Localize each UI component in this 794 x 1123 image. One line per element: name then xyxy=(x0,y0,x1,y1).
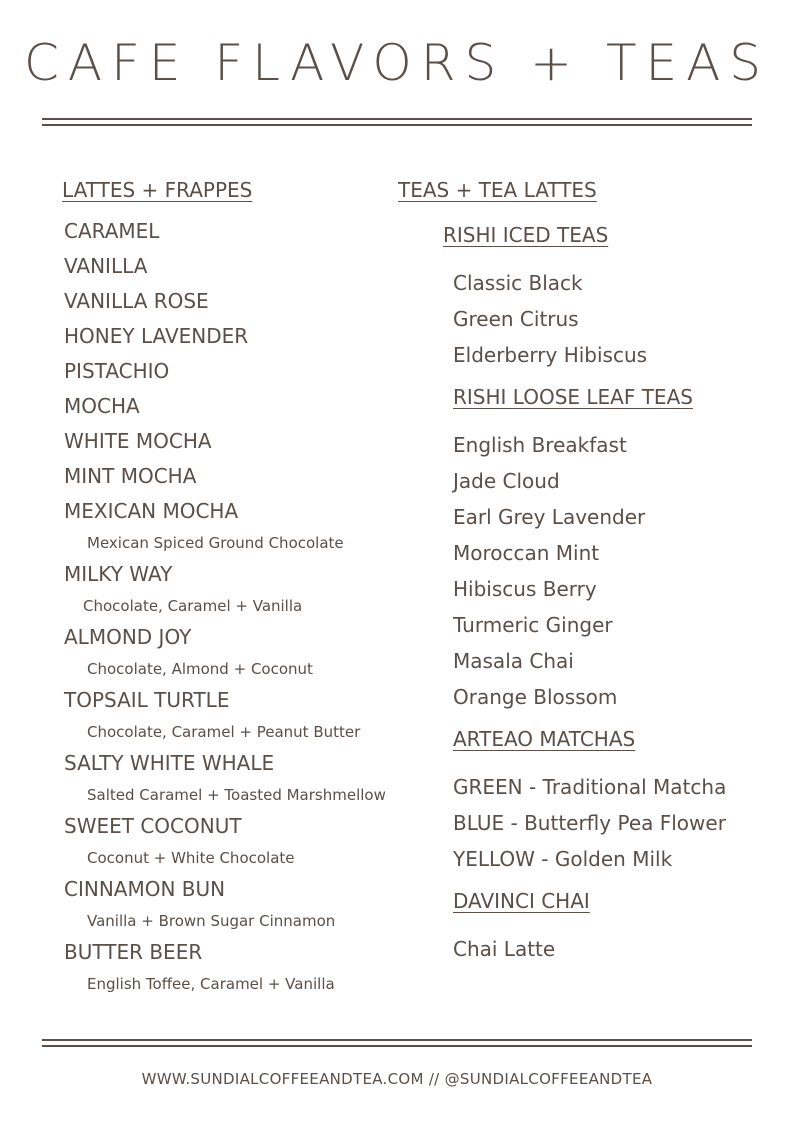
bottom-divider xyxy=(42,1039,752,1047)
teas-sections xyxy=(398,221,758,967)
tea-item: Chai Latte xyxy=(453,937,556,961)
tea-list xyxy=(453,769,758,877)
top-divider xyxy=(42,118,752,126)
tea-section xyxy=(453,725,758,877)
flavor-name: HONEY LAVENDER xyxy=(64,324,249,348)
flavor-description: Coconut + White Chocolate xyxy=(87,849,295,867)
flavor-description: Chocolate, Caramel + Vanilla xyxy=(83,597,303,615)
flavor-name: PISTACHIO xyxy=(64,359,170,383)
flavor-description: Mexican Spiced Ground Chocolate xyxy=(87,534,344,552)
flavor-name: MINT MOCHA xyxy=(64,464,197,488)
tea-section xyxy=(443,221,758,373)
tea-item: Earl Grey Lavender xyxy=(453,505,646,529)
flavor-name: MILKY WAY xyxy=(64,562,173,586)
flavor-description: Vanilla + Brown Sugar Cinnamon xyxy=(87,912,336,930)
tea-item: Turmeric Ginger xyxy=(453,613,613,637)
flavor-name: SWEET COCONUT xyxy=(64,814,242,838)
tea-item: YELLOW - Golden Milk xyxy=(453,847,673,871)
flavor-description: English Toffee, Caramel + Vanilla xyxy=(87,975,335,993)
tea-list xyxy=(453,427,758,715)
flavor-name: CARAMEL xyxy=(64,219,160,243)
flavor-name: WHITE MOCHA xyxy=(64,429,212,453)
lattes-column xyxy=(62,176,392,998)
lattes-heading: LATTES + FRAPPES xyxy=(62,178,253,202)
tea-item: Elderberry Hibiscus xyxy=(453,343,648,367)
flavor-name: TOPSAIL TURTLE xyxy=(64,688,230,712)
tea-item: Moroccan Mint xyxy=(453,541,600,565)
teas-column xyxy=(398,176,758,967)
tea-section-heading: ARTEAO MATCHAS xyxy=(453,727,636,751)
tea-item: GREEN - Traditional Matcha xyxy=(453,775,727,799)
lattes-list xyxy=(64,214,392,998)
tea-item: Hibiscus Berry xyxy=(453,577,597,601)
flavor-name: CINNAMON BUN xyxy=(64,877,226,901)
tea-item: Green Citrus xyxy=(453,307,579,331)
tea-item: Masala Chai xyxy=(453,649,574,673)
flavor-name: VANILLA ROSE xyxy=(64,289,209,313)
tea-section-heading: RISHI LOOSE LEAF TEAS xyxy=(453,385,693,409)
teas-heading: TEAS + TEA LATTES xyxy=(398,178,597,202)
footer-contact: WWW.SUNDIALCOFFEEANDTEA.COM // @SUNDIALCOFFEEANDTEA xyxy=(141,1070,653,1088)
tea-item: Classic Black xyxy=(453,271,583,295)
flavor-name: MOCHA xyxy=(64,394,140,418)
tea-section-heading: RISHI ICED TEAS xyxy=(443,223,609,247)
tea-item: BLUE - Butterfly Pea Flower xyxy=(453,811,726,835)
tea-list xyxy=(453,931,758,967)
flavor-name: BUTTER BEER xyxy=(64,940,203,964)
flavor-description: Chocolate, Caramel + Peanut Butter xyxy=(87,723,361,741)
tea-item: English Breakfast xyxy=(453,433,627,457)
tea-section-heading: DAVINCI CHAI xyxy=(453,889,590,913)
tea-item: Orange Blossom xyxy=(453,685,618,709)
tea-list xyxy=(453,265,758,373)
tea-section xyxy=(453,887,758,967)
flavor-description: Chocolate, Almond + Coconut xyxy=(87,660,313,678)
flavor-description: Salted Caramel + Toasted Marshmellow xyxy=(87,786,386,804)
flavor-name: VANILLA xyxy=(64,254,148,278)
tea-item: Jade Cloud xyxy=(453,469,560,493)
flavor-name: MEXICAN MOCHA xyxy=(64,499,239,523)
flavor-name: SALTY WHITE WHALE xyxy=(64,751,275,775)
tea-section xyxy=(453,383,758,715)
page-title: CAFE FLAVORS + TEAS xyxy=(23,34,771,92)
flavor-name: ALMOND JOY xyxy=(64,625,192,649)
